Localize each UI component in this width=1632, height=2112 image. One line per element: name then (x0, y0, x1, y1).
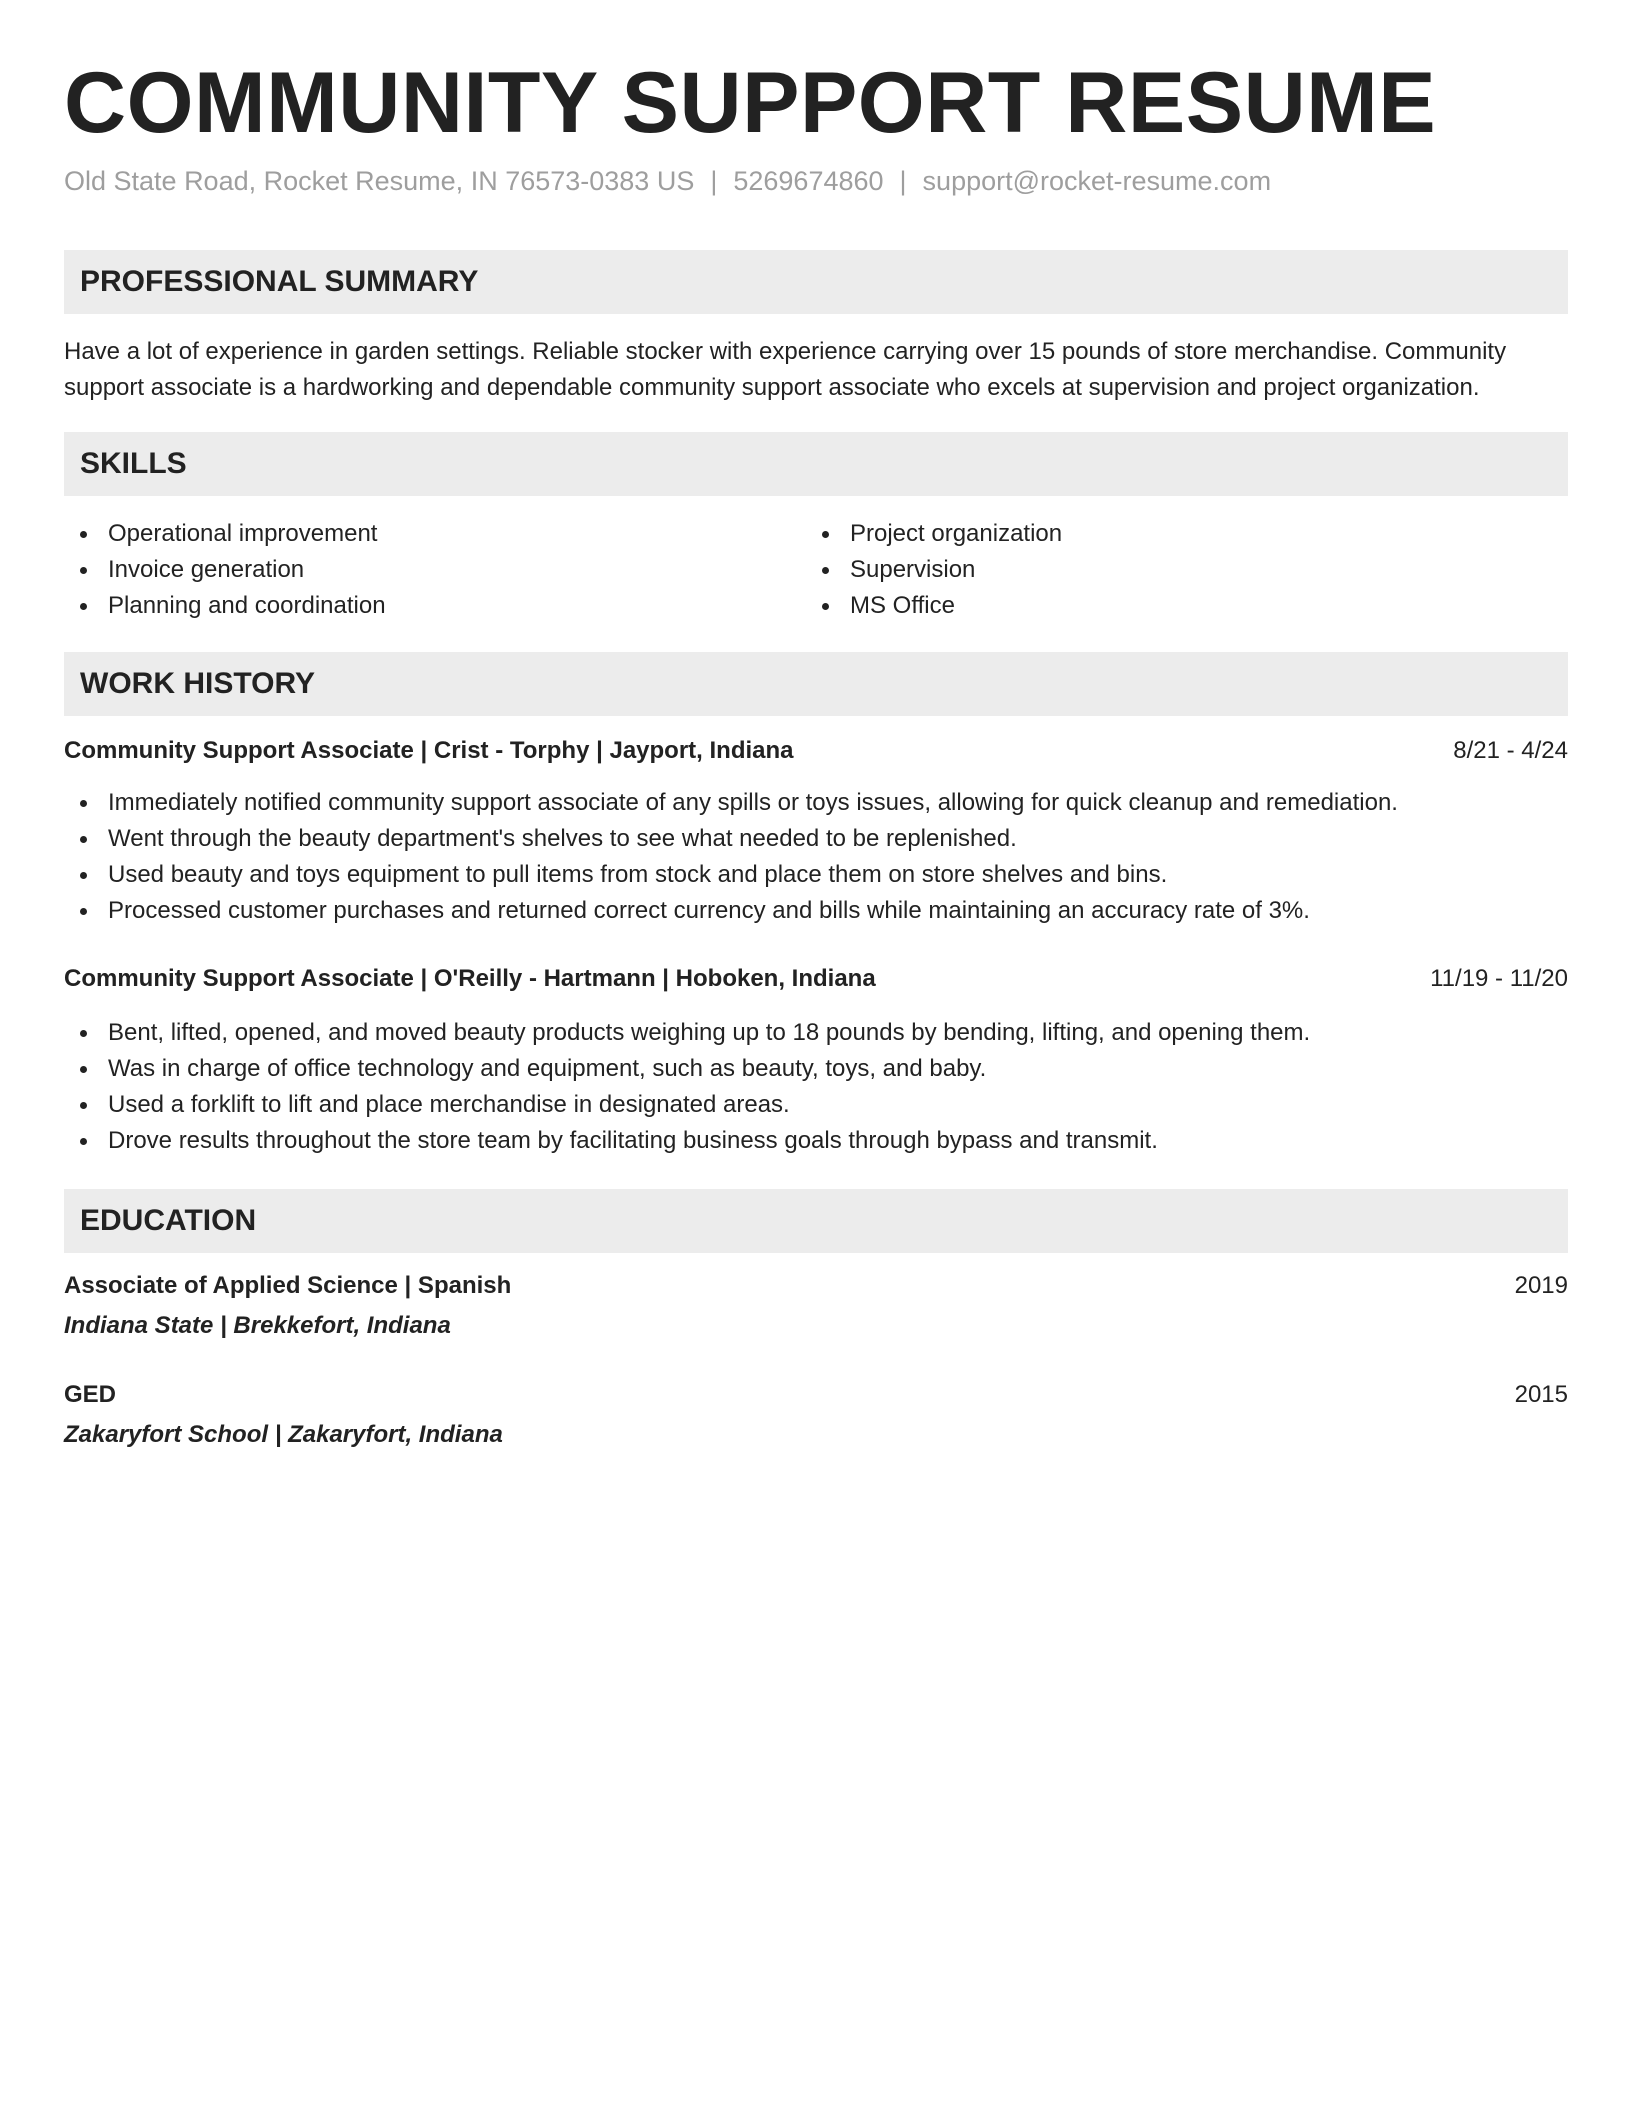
summary-heading: PROFESSIONAL SUMMARY (64, 250, 1568, 314)
skills-heading: SKILLS (64, 432, 1568, 496)
job-header (64, 733, 1568, 769)
skills-column-left (64, 516, 806, 624)
skill-item: MS Office (806, 588, 1548, 624)
summary-text: Have a lot of experience in garden settings. Reliable stocker with experience carrying over 15 pounds of store merchandise. Community support associate is a hardworking and dependable community support associate who excels at supervision and project organization. (64, 338, 1507, 401)
skill-item: Invoice generation (64, 552, 806, 588)
skills-column-right (806, 516, 1548, 624)
contact-line (64, 166, 1271, 197)
education-header (64, 1377, 1568, 1413)
contact-separator: | (899, 166, 907, 196)
education-year: 2019 (1514, 1272, 1568, 1299)
skill-item: Supervision (806, 552, 1548, 588)
job-bullet: Used beauty and toys equipment to pull items from stock and place them on store shelves and bins. (64, 857, 1568, 893)
job-title: Community Support Associate | Crist - Torphy | Jayport, Indiana (64, 737, 794, 764)
job-dates: 8/21 - 4/24 (1453, 737, 1568, 764)
job-bullet: Immediately notified community support associate of any spills or toys issues, allowing for quick cleanup and remediation. (64, 785, 1568, 821)
job-bullet: Was in charge of office technology and equipment, such as beauty, toys, and baby. (64, 1051, 1568, 1087)
skill-item: Project organization (806, 516, 1548, 552)
contact-email: support@rocket-resume.com (922, 166, 1272, 196)
job-bullet: Drove results throughout the store team by facilitating business goals through bypass and transmit. (64, 1123, 1568, 1159)
education-school: Zakaryfort School | Zakaryfort, Indiana (64, 1421, 503, 1448)
work-heading: WORK HISTORY (64, 652, 1568, 716)
skill-item: Planning and coordination (64, 588, 806, 624)
job-bullet: Processed customer purchases and returned correct currency and bills while maintaining an accuracy rate of 3%. (64, 893, 1568, 929)
skills-list (64, 516, 1568, 624)
job-bullets (64, 785, 1568, 929)
education-heading: EDUCATION (64, 1189, 1568, 1253)
education-degree: GED (64, 1381, 117, 1408)
education-year: 2015 (1514, 1381, 1568, 1408)
education-degree: Associate of Applied Science | Spanish (64, 1272, 512, 1299)
job-bullet: Used a forklift to lift and place merchandise in designated areas. (64, 1087, 1568, 1123)
contact-phone: 5269674860 (733, 166, 884, 196)
education-header (64, 1268, 1568, 1304)
contact-separator: | (710, 166, 718, 196)
job-bullet: Went through the beauty department's shelves to see what needed to be replenished. (64, 821, 1568, 857)
job-bullets (64, 1015, 1568, 1159)
resume-title: COMMUNITY SUPPORT RESUME (64, 55, 1437, 151)
job-title: Community Support Associate | O'Reilly - Hartmann | Hoboken, Indiana (64, 965, 876, 992)
job-bullet: Bent, lifted, opened, and moved beauty products weighing up to 18 pounds by bending, lifting, and opening them. (64, 1015, 1568, 1051)
contact-address: Old State Road, Rocket Resume, IN 76573-0383 US (64, 166, 695, 196)
job-header (64, 961, 1568, 997)
education-school: Indiana State | Brekkefort, Indiana (64, 1312, 451, 1339)
skill-item: Operational improvement (64, 516, 806, 552)
job-dates: 11/19 - 11/20 (1430, 965, 1568, 992)
